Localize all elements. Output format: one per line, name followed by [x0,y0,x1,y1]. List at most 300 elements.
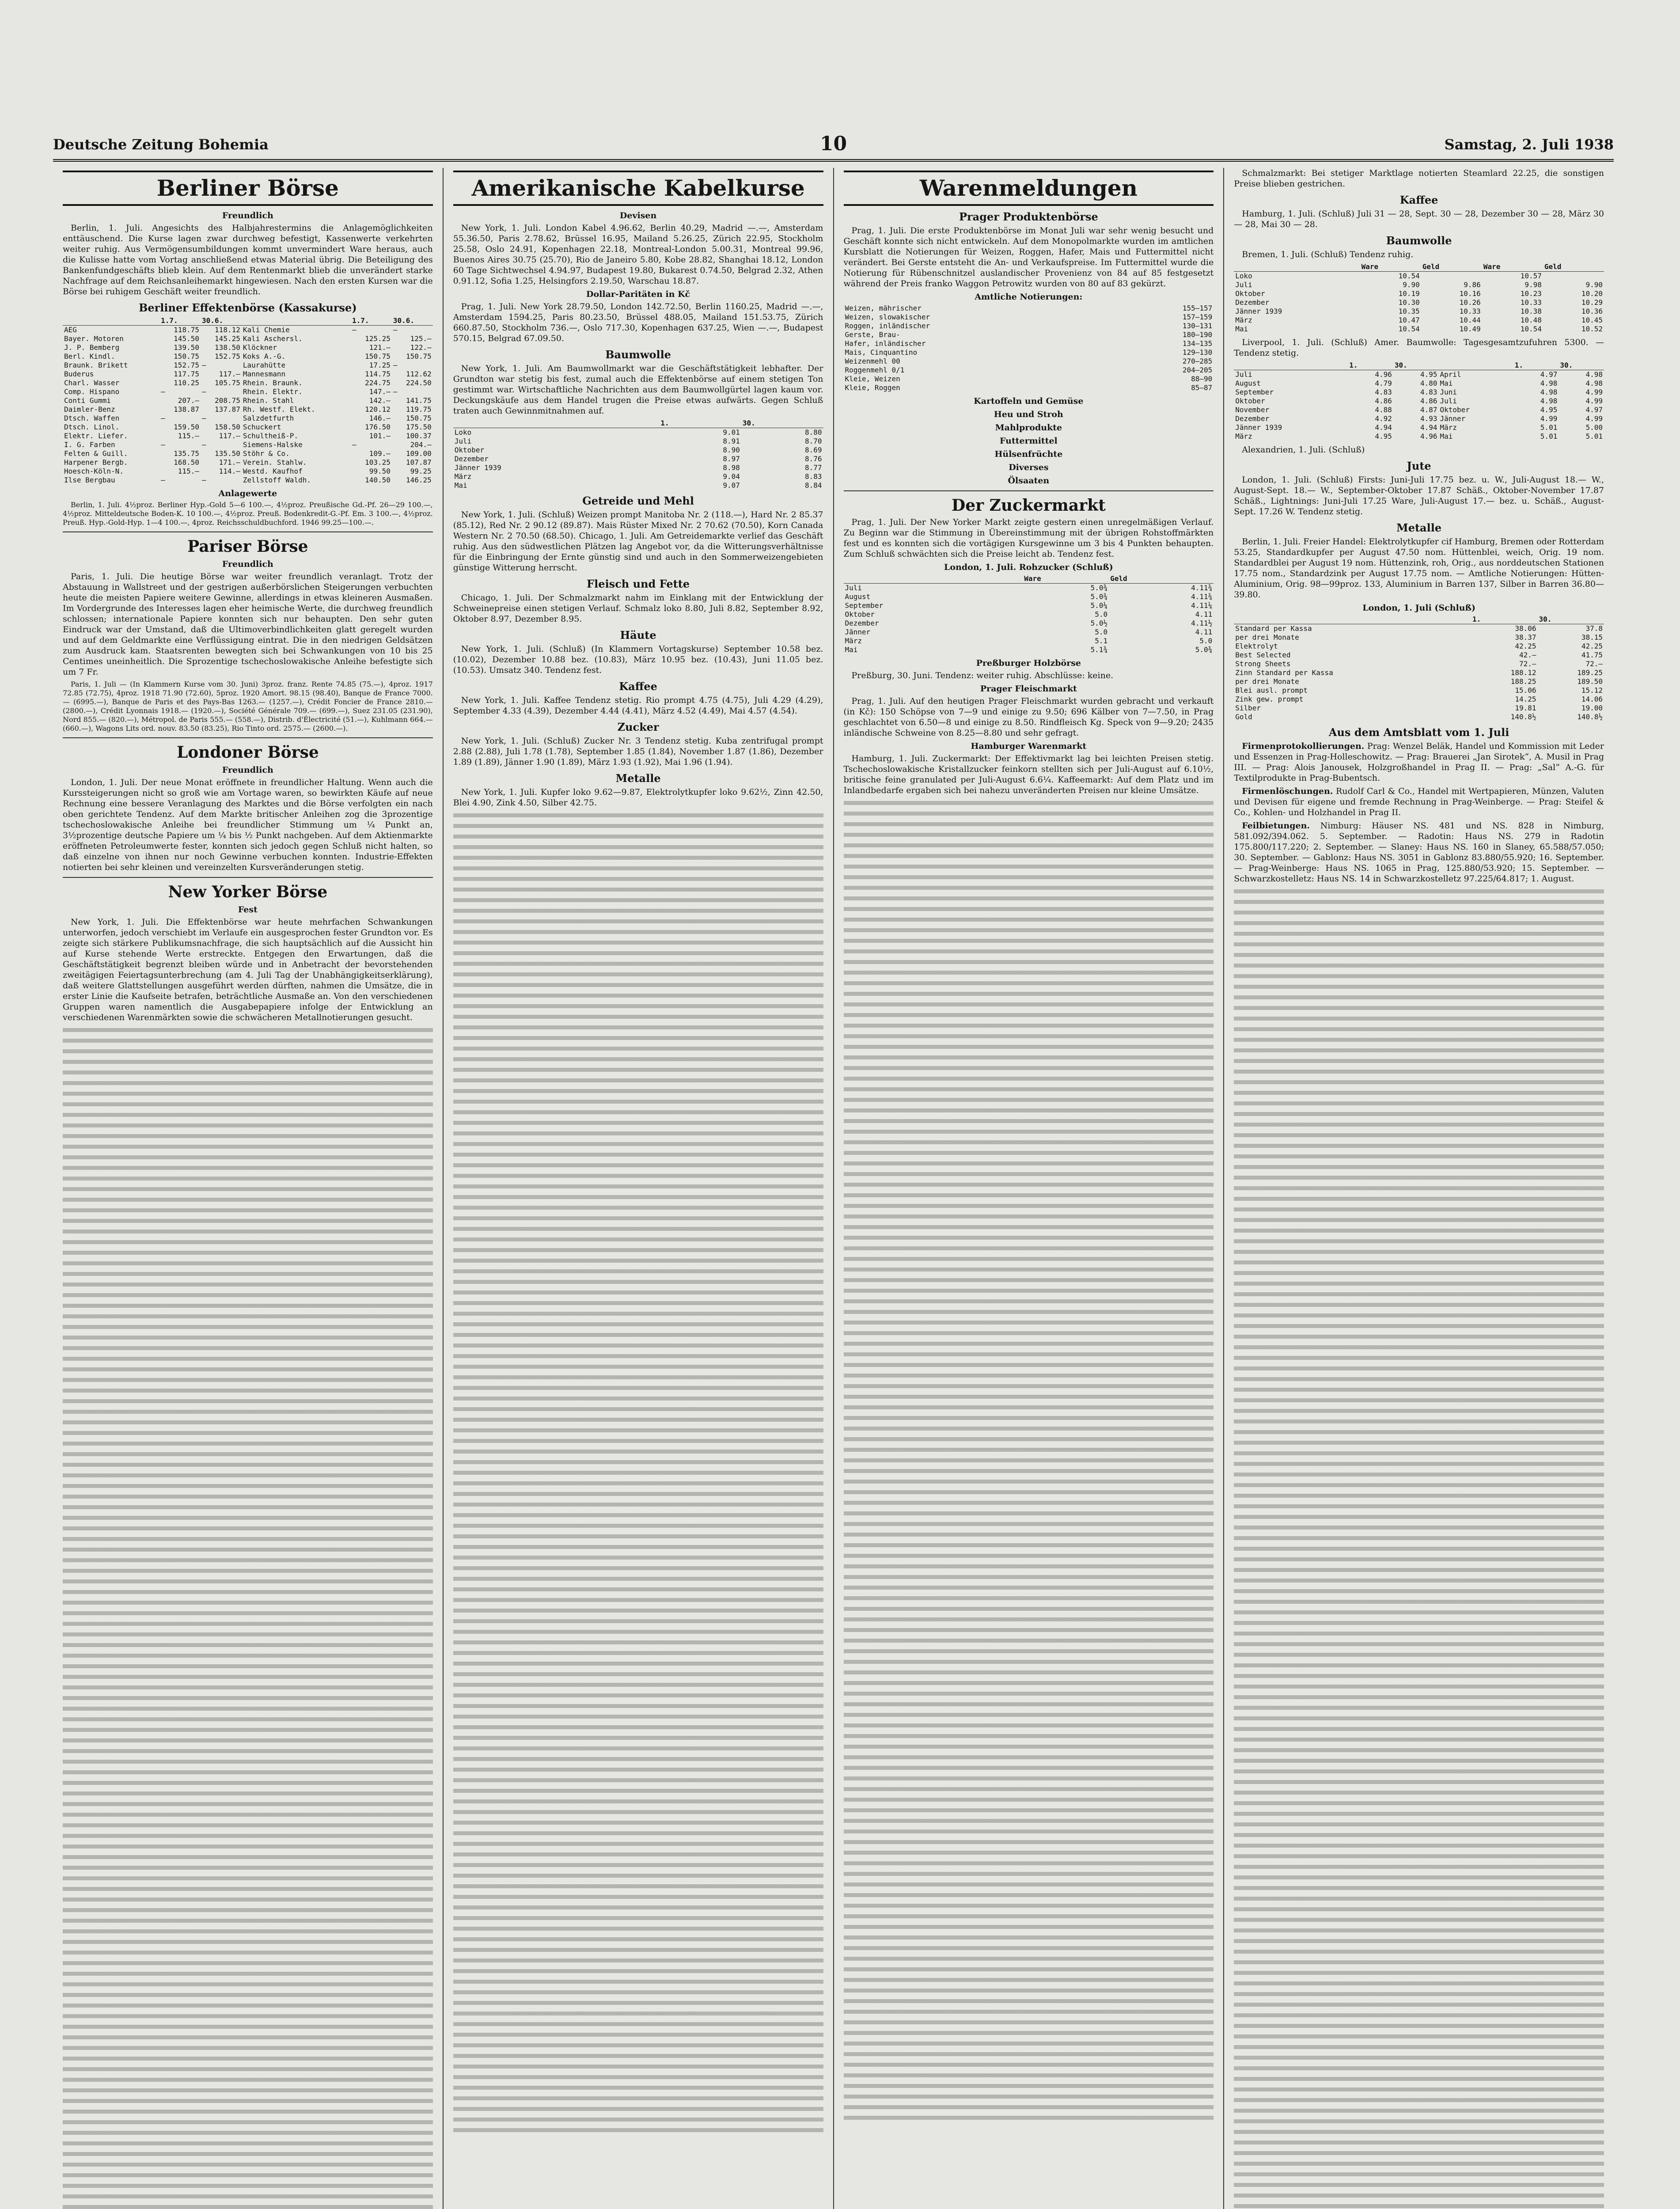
section-title-berlin: Berliner Börse [63,171,433,206]
table-cell: 8.97 [723,455,740,463]
table-cell: 4.96 [1420,432,1437,440]
table-cell: Jänner [845,628,871,636]
table-cell: — [201,440,206,449]
table-cell: 4.93 [1420,414,1437,423]
table-cell: 4.86 [1375,397,1392,405]
table-cell: September [845,601,884,610]
table-cell: per drei Monate [1235,633,1299,641]
table-row [1234,432,1604,441]
table-cell: Braunk. Brikett [64,361,128,369]
table-cell: — [352,440,356,449]
table-cell: Buderus [64,370,94,378]
article-text: New York, 1. Juli. (Schluß) Zucker Nr. 3 Tendenz stetig. Kuba zentrifugal prompt 2.88 (2.88), Juli 1.78 (1.78), September 1.85 (1.84), November 1.87 (1.86), Dezember 1.89 (1.89), Jänner 1.90 (1.89), März 1.93 (1.92), Mai 1.96 (1.94). [453,736,823,767]
table-cell: — [201,361,206,369]
table-cell: Juli [845,584,862,592]
table-cell: Verein. Stahlw. [243,458,307,467]
bremen-table [1234,262,1604,334]
table-cell: — [201,387,206,396]
section-title-anlagewerte: Anlagewerte [218,489,277,498]
table-cell: März [1235,432,1252,440]
table-cell: Hafer, inländischer [845,339,926,348]
table-cell: 9.98 [1525,281,1542,289]
section-title-baumwolle: Baumwolle [1386,234,1452,247]
section-subtitle: Amtliche Notierungen: [975,292,1083,302]
table-cell: 9.04 [723,472,740,481]
table-row [1234,325,1604,334]
table-cell: 10.54 [1398,325,1420,333]
table-cell: 4.95 [1375,432,1392,440]
section-title-getreide: Getreide und Mehl [582,494,694,507]
table-cell: Rhein. Braunk. [243,379,303,387]
table-cell: 15.12 [1581,686,1603,695]
table-cell: 4.95 [1540,406,1558,414]
table-header-cell: 30. [741,419,823,428]
table-cell: Stöhr & Co. [243,449,290,458]
table-cell: 117.75 [174,370,199,378]
table-cell: 10.33 [1520,298,1542,307]
table-cell: 4.94 [1420,423,1437,432]
section-subtitle: Heu und Stroh [994,410,1063,419]
table-cell: 8.84 [804,481,822,490]
table-cell: 19.81 [1515,704,1536,712]
section-title-jute: Jute [1407,459,1431,472]
table-cell: Silber [1235,704,1261,712]
table-cell: 125.— [410,334,432,343]
table-cell: 4.99 [1540,414,1558,423]
table-row [844,637,1214,645]
table-cell: 4.88 [1375,406,1392,414]
text-filler [844,798,1214,2124]
table-row [453,455,823,463]
table-cell: 8.69 [804,446,822,454]
table-cell: 9.01 [723,428,740,436]
table-row [63,405,433,414]
section-subtitle: London, 1. Juli (Schluß) [1362,603,1475,613]
table-row [453,446,823,455]
table-cell: 9.90 [1403,281,1420,289]
liverpool-table [1234,361,1604,441]
table-cell: März [1440,423,1457,432]
table-cell: 105.75 [215,379,240,387]
table-cell: Ilse Bergbau [64,476,115,484]
table-cell: 5.0½ [1090,619,1108,627]
table-cell: 38.37 [1515,633,1536,641]
table-header-cell: 30. [1538,615,1604,624]
table-header-cell: 30. [1393,361,1439,370]
table-cell: 4.86 [1420,397,1437,405]
table-cell: 14.25 [1515,695,1536,703]
article-text: Prag, 1. Juli. Auf den heutigen Prager Fleischmarkt wurden gebracht und verkauft (in Kč): 150 Schöpse von 7—9 und einige zu 9.50; 696 Kälber von 7—7.50, in Prag geschlachtet von 6.50—8 und einige zu 8.50. Rindfleisch Kg. Speck von 9—9.20; 2435 inländische Schweine von 8.25—8.80 und sehr gefragt. [843,696,1214,738]
table-cell: 5.01 [1585,432,1603,440]
table-header-cell: 30.6. [201,316,242,326]
table-cell: 129—130 [1182,348,1213,357]
table-cell: Conti Gummi [64,396,111,405]
table-cell: 99.25 [410,467,432,475]
table-cell: 10.49 [1459,325,1481,333]
table-cell: 9.90 [1585,281,1603,289]
article-text: Preßburg, 30. Juni. Tendenz: weiter ruhig. Abschlüsse: keine. [851,671,1114,680]
table-row [453,463,823,472]
table-cell: 4.97 [1585,406,1603,414]
section-title-paris: Pariser Börse [187,537,308,556]
paragraph-body: Nimburg: Häuser NS. 481 und NS. 828 in Nimburg, 581.092/394.062. 5. September. — Radotin: Haus NS. 279 in Radotin 175.800/117.220; 2. September. — Slaney: Haus NS. 160 in Slaney, 65.588/57.050; 30. September. — Gablonz: Haus NS. 3051 in Gablonz 83.880/55.920; 16. September. — Prag-Weinberge: Haus NS. 1065 in Prag, 125.880/53.920; 15. September. — Schwarzkostelletz: Haus NS. 14 in Schwarzkostelletz 97.225/64.817; 1. August. [1234,821,1604,884]
table-cell: — [352,326,356,334]
table-header-row [1234,361,1604,370]
divider [63,737,433,738]
table-cell: 5.0 [1199,637,1213,645]
table-cell: 4.11¾ [1191,584,1213,592]
table-cell: 10.54 [1398,272,1420,280]
article-text: Bremen, 1. Juli. (Schluß) Tendenz ruhig. [1242,250,1414,259]
newspaper-name: Deutsche Zeitung Bohemia [53,136,269,153]
table-cell: 10.23 [1520,289,1542,298]
table-cell: 120.12 [365,405,391,414]
table-cell: — [201,414,206,422]
table-cell: 189.25 [1577,668,1603,677]
table-cell: 204—205 [1182,366,1213,374]
table-row [1234,370,1604,380]
table-row [63,432,433,440]
table-header-cell: Geld [1543,262,1604,272]
section-title-kaffee: Kaffee [619,680,657,693]
table-cell: März [845,637,862,645]
section-subtitle: Ölsaaten [1008,476,1050,486]
table-cell: Juli [1235,281,1252,289]
table-header-cell: 1. [659,419,741,428]
table-cell: 140.50 [365,476,391,484]
article-text: Berlin, 1. Juli. Angesichts des Halbjahrestermins die Anlagemöglichkeiten enttäuschend. Die Kurse lagen zwar durchweg befestigt, Kassenwerte verkehrten weiter ruhig. Aus Vermögensumbildungen kommt unvermindert Ware heraus, auch die Kulisse hatte vom Vortag anschließend etwas Material übrig. Die Beteiligung des Bankenfundgeschäfts blieb klein. Auf dem Rentenmarkt blieb die unverändert starke Nachfrage auf dem Reichsanleihemarkt hingewiesen. Nach den ersten Kursen war die Börse bei ruhigem Geschäft weiter freundlich. [63,223,433,296]
table-cell: 135.75 [174,449,199,458]
table-header-cell: Ware [1023,574,1109,584]
table-cell: 146.25 [406,476,432,484]
table-cell: 88—90 [1191,375,1213,383]
article-text: Prag, 1. Juli. New York 28.79.50, London 142.72.50, Berlin 1160.25, Madrid —.—, Amsterdam 1594.25, Paris 80.23.50, Brüssel 488.05, Mailand 151.53.75, Zürich 660.87.50, Stockholm 736.—, Oslo 717.30, Kopenhagen 637.25, Wien —.—, Budapest 570.15, Belgrad 67.09.50. [453,302,823,343]
table-row [844,366,1214,375]
table-cell: Felten & Guill. [64,449,128,458]
table-cell: Roggen, inländischer [845,322,930,330]
table-cell: Gerste, Brau- [845,330,900,339]
table-header-cell [63,316,159,326]
section-title-warenmeldungen: Warenmeldungen [844,171,1214,206]
table-cell: Juli [1440,397,1457,405]
table-row [63,326,433,335]
table-row [63,334,433,343]
article-text: Liverpool, 1. Juli. (Schluß) Amer. Baumwolle: Tagesgesamtzufuhren 5300. — Tendenz stetig. [1234,338,1604,358]
table-row [1234,414,1604,423]
section-subtitle: Kartoffeln und Gemüse [974,396,1084,406]
table-cell: Kleie, Roggen [845,383,900,392]
table-cell: I. G. Farben [64,440,115,449]
table-row [63,379,433,387]
table-cell: Dtsch. Waffen [64,414,120,422]
table-cell: 4.92 [1375,414,1392,423]
table-row [1234,307,1604,316]
table-cell: 72.— [1585,660,1603,668]
section-subtitle: Freundlich [222,765,273,775]
table-cell: — [161,476,165,484]
table-header-cell: 1. [1471,615,1537,624]
table-cell: 9.86 [1464,281,1481,289]
section-subtitle: Preßburger Holzbörse [976,658,1081,668]
table-header-cell: 30. [1559,361,1604,370]
masthead [53,133,1614,162]
table-cell: 157—159 [1182,313,1213,321]
table-header-cell [1234,262,1360,272]
table-cell: 189.50 [1577,677,1603,686]
table-cell: Oktober [845,610,875,619]
table-cell: Rhein. Elektr. [243,387,303,396]
table-cell: Schultheiß-P. [243,432,299,440]
table-row [844,330,1214,339]
table-cell: 10.54 [1520,325,1542,333]
table-cell: 42.25 [1581,642,1603,650]
table-cell: 8.80 [804,428,822,436]
table-cell: — [161,414,165,422]
paragraph-lead: Feilbietungen. [1242,821,1310,831]
table-cell: 5.0¾ [1090,584,1108,592]
table-cell: 10.38 [1520,307,1542,315]
section-title-haeute: Häute [620,629,656,641]
table-cell: 114.75 [365,370,391,378]
table-row [844,375,1214,383]
table-cell: 5.1¾ [1090,645,1108,654]
table-cell: 10.29 [1581,298,1603,307]
table-cell: 10.48 [1520,316,1542,324]
table-cell: 4.80 [1420,379,1437,387]
table-cell: 140.8½ [1577,713,1603,721]
table-cell: 152.75 [215,352,240,361]
section-subtitle: London, 1. Juli. Rohzucker (Schluß) [944,562,1113,572]
section-subtitle: Fest [238,905,258,915]
section-title-fette: Fleisch und Fette [587,577,690,590]
table-cell: 204.— [410,440,432,449]
section-subtitle: Devisen [619,211,657,220]
table-row [1234,316,1604,325]
table-cell: 4.99 [1585,388,1603,396]
table-row [63,396,433,405]
table-cell: Weizen, slowakischer [845,313,930,321]
table-cell: Hoesch-Köln-N. [64,467,124,475]
table-cell: Charl. Wasser [64,379,120,387]
table-cell: 139.50 [174,343,199,352]
table-row [844,601,1214,610]
table-cell: Elektrolyt [1235,642,1278,650]
table-cell: Best Selected [1235,651,1291,659]
article-text [1234,741,1604,783]
table-cell: 109.— [369,449,391,458]
section-subtitle: Hülsenfrüchte [994,449,1063,459]
table-cell: AEG [64,326,77,334]
table-cell: Salzdetfurth [243,414,294,422]
section-title-produktenboerse: Prager Produktenbörse [959,210,1098,223]
cotton-table [453,419,823,490]
table-cell: 4.98 [1540,388,1558,396]
section-subtitle: Hamburger Warenmarkt [971,741,1087,751]
table-header-cell: 30.6. [392,316,433,326]
table-cell: Kleie, Weizen [845,375,900,383]
section-title-effekten: Berliner Effektenbörse (Kassakurse) [139,301,357,314]
table-cell: 10.52 [1581,325,1603,333]
table-cell: 5.0¼ [1090,601,1108,610]
table-cell: 118.75 [174,326,199,334]
section-title-baumwolle: Baumwolle [605,348,671,361]
table-cell: Daimler-Benz [64,405,115,414]
table-cell: 10.47 [1398,316,1420,324]
table-cell: März [1235,316,1252,324]
table-cell: 8.90 [723,446,740,454]
table-header-cell [453,419,660,428]
table-cell: 5.1 [1095,637,1108,645]
table-row [1234,423,1604,432]
table-header-row [1234,262,1604,272]
table-cell: 8.76 [804,455,822,463]
table-cell: 146.— [369,414,391,422]
table-cell: 4.79 [1375,379,1392,387]
table-cell: Mai [1235,325,1248,333]
table-row [63,449,433,458]
table-cell: Strong Sheets [1235,660,1291,668]
table-cell: Mais, Cinquantino [845,348,918,357]
table-cell: Oktober [1235,289,1265,298]
table-cell: 115.— [178,432,199,440]
table-cell: 4.94 [1375,423,1392,432]
section-title-metalle: Metalle [1396,521,1442,534]
table-cell: Weizenmehl 00 [845,357,900,365]
table-cell: Oktober [1235,397,1265,405]
sugar-table [844,574,1214,654]
table-cell: 85—87 [1191,383,1213,392]
article-text: Hamburg, 1. Juli. Zuckermarkt: Der Effektivmarkt lag bei leichten Preisen stetig. Tschechoslowakische Kristallzucker feinkorn stellten sich per Juli-August auf 6.10½, britische feine granulated per Juli-August 6.6¼. Kaffeemarkt: Auf dem Platz und im Inlandbedarfe ergaben sich bei nahezu unveränderten Preisen nur kleine Umsätze. [843,754,1214,795]
table-cell: 5.0 [1095,610,1108,619]
table-cell: 142.— [369,396,391,405]
section-subtitle: Freundlich [222,211,273,220]
table-cell: 100.37 [406,432,432,440]
table-cell: 150.75 [406,352,432,361]
table-cell: 41.75 [1581,651,1603,659]
table-cell: — [393,361,398,369]
table-cell: 188.12 [1510,668,1536,677]
table-cell: November [1235,406,1270,414]
table-cell: 10.57 [1520,272,1542,280]
table-header-cell [1234,361,1348,370]
table-header-cell: 1. [1348,361,1393,370]
article-text: Schmalzmarkt: Bei stetiger Marktlage notierten Steamlard 22.25, die sonstigen Preise blieben gestrichen. [1234,168,1604,189]
table-cell: 4.98 [1540,379,1558,387]
table-cell: Zinn Standard per Kassa [1235,668,1333,677]
table-cell: — [393,387,398,396]
table-row [63,476,433,485]
table-cell: 134—135 [1182,339,1213,348]
table-cell: 4.11¼ [1191,601,1213,610]
table-header-cell: 1. [1513,361,1559,370]
table-cell: Juli [454,437,472,445]
table-cell: 4.95 [1420,370,1437,379]
table-cell: 188.25 [1510,677,1536,686]
table-cell: 176.50 [365,423,391,431]
table-row [63,370,433,379]
table-cell: 117.— [219,432,240,440]
table-cell: 4.98 [1585,370,1603,379]
article-text: New York, 1. Juli. (Schluß) (In Klammern Vortagskurse) September 10.58 bez. (10.02), Dezember 10.88 bez. (10.83), März 10.95 bez. (10.43), Juni 11.05 bez. (10.53). Umsatz 340. Tendenz fest. [453,644,823,675]
table-cell: 8.91 [723,437,740,445]
table-cell: 5.0¾ [1090,592,1108,601]
table-cell: Weizen, mährischer [845,304,922,312]
table-header-cell: Geld [1421,262,1482,272]
table-cell: Mai [1440,379,1453,387]
table-cell: August [1235,379,1261,387]
table-header-cell: Ware [1360,262,1421,272]
table-cell: 150.75 [406,414,432,422]
table-cell: 5.01 [1540,432,1558,440]
table-header-cell [1234,615,1471,624]
article-text: London, 1. Juli. Der neue Monat eröffnete in freundlicher Haltung. Wenn auch die Kurssteigerungen nicht so groß wie am Vortage waren, so bewirkten Käufe auf neue Rechnung eine bessere Veranlagung des Marktes und die Börse verfolgten ein nach oben gerichtete Tendenz. Auf dem Markte britischer Anleihen zog die 3prozentige tschechoslowakische Anleihe bei freundlicher Stimmung um ¼ Punkt an, 3½prozentige deutsche Papiere um ¼ bis ½ Punkt nachgeben. Auf dem Aktienmarkte eröffneten Petroleumwerte fester, konnten sich jedoch gegen Schluß nicht halten, so daß einzelne von ihnen nur noch Gewinne verbuchen konnten. Industrie-Effekten notierten bei sehr kleinen und vereinzelten Kursveränderungen stetig. [63,778,433,872]
table-cell: Juni [1440,388,1457,396]
paragraph-lead: Firmenprotokollierungen. [1242,741,1365,751]
table-cell: Schuckert [243,423,281,431]
table-row [63,467,433,476]
table-row [63,440,433,449]
table-row [844,313,1214,322]
table-row [1234,695,1604,704]
table-cell: — [393,326,398,334]
table-cell: 180—190 [1182,330,1213,339]
table-cell: Mannesmann [243,370,286,378]
table-cell: 115.— [178,467,199,475]
table-cell: Blei ausl. prompt [1235,686,1308,695]
table-cell: Dezember [454,455,489,463]
table-cell: Rh. Westf. Elekt. [243,405,315,414]
section-subtitle: Prager Fleischmarkt [980,684,1077,694]
table-cell: 4.98 [1540,397,1558,405]
table-cell: — [201,476,206,484]
table-cell [1421,272,1482,281]
table-row [453,428,823,437]
article-text: Alexandrien, 1. Juli. (Schluß) [1242,445,1365,455]
table-cell: 4.98 [1585,379,1603,387]
table-header-cell: Geld [1109,574,1214,584]
table-cell: 122.— [410,343,432,352]
table-cell: 224.50 [406,379,432,387]
table-header-cell [1438,361,1513,370]
table-cell: 208.75 [215,396,240,405]
table-header-row [63,316,433,326]
table-row [844,584,1214,593]
table-cell: 155—157 [1182,304,1213,312]
article-text: New York, 1. Juli. Kupfer loko 9.62—9.87, Elektrolytkupfer loko 9.62½, Zinn 42.50, Blei 4.90, Zink 4.50, Silber 42.75. [453,787,823,808]
table-cell: 10.19 [1398,289,1420,298]
table-cell: 19.00 [1581,704,1603,712]
table-cell: 4.96 [1375,370,1392,379]
article-text: London, 1. Juli. (Schluß) Firsts: Juni-Juli 17.75 bez. u. W., Juli-August 18.— W., August-Sept. 18.— W., September-Oktober 17.87 Schäß., Oktober-November 17.87 Schäß., Lightnings: Juni-Juli 17.25 Ware, Juli-August 17.— bez. u. Schäß., August-Sept. 17.26 W. Tendenz stetig. [1234,475,1604,516]
table-cell: 137.87 [215,405,240,414]
table-cell: 10.44 [1459,316,1481,324]
table-row [1234,281,1604,289]
article-text: New York, 1. Juli. (Schluß) Weizen prompt Manitoba Nr. 2 (118.—), Hard Nr. 2 85.37 (85.12), Red Nr. 2 90.12 (89.87). Mais Rüster Mixed Nr. 2 70.62 (70.50), Korn Canada Western Nr. 2 70.50 (68.50). Chicago, 1. Juli. Am Getreidemarkte verlief das Geschäft ruhig. Aus den südwestlichen Plätzen lag Angebot vor, da die Witterungsverhältnisse für die Einbringung der Ernte günstig sind und auch in den Sommerweizengebieten günstige Witterung herrscht. [453,510,823,573]
table-header-cell: Ware [1482,262,1543,272]
table-row [844,610,1214,619]
table-row [844,628,1214,637]
table-row [1234,660,1604,668]
article-text: New York, 1. Juli. London Kabel 4.96.62, Berlin 40.29, Madrid —.—, Amsterdam 55.36.50, Paris 2.78.62, Brüssel 16.95, Mailand 5.26.25, Zürich 22.95, Stockholm 25.58, Oslo 24.91, Kopenhagen 22.18, Montreal-London 5.00.31, Montreal 99.96, Buenos Aires 30.75 (25.70), Rio de Janeiro 5.80, Kobe 28.82, Shanghai 18.12, London 60 Tage Sichtwechsel 4.94.97, Budapest 19.80, Bukarest 0.74.50, Belgrad 2.32, Athen 0.91.12, Sofia 1.25, Helsingfors 2.19.50, Warschau 18.87. [453,223,823,286]
table-row [844,322,1214,330]
table-header-cell: 1.7. [159,316,201,326]
table-row [1234,388,1604,397]
table-cell: 4.83 [1420,388,1437,396]
table-cell: 10.33 [1459,307,1481,315]
table-cell: 140.8½ [1510,713,1536,721]
table-cell: 42.— [1519,651,1536,659]
table-cell: per drei Monate [1235,677,1299,686]
